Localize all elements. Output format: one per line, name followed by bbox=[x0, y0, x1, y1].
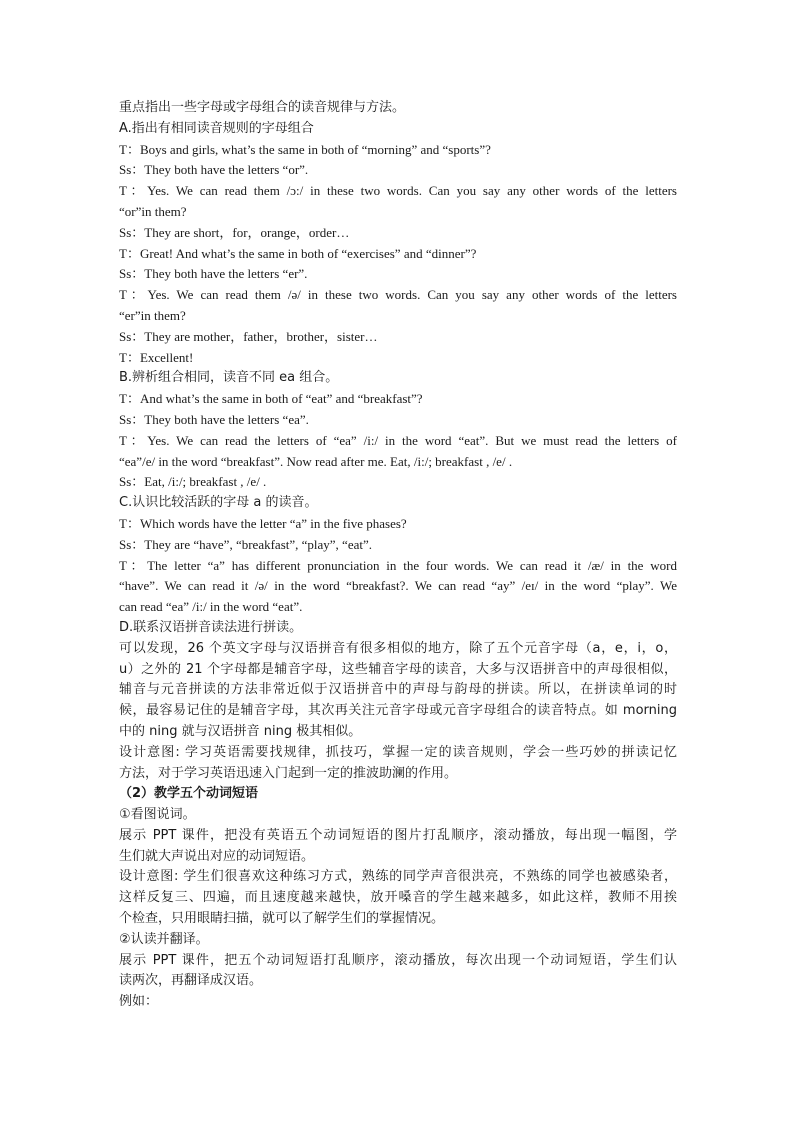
text-line: T：The letter “a” has different pronunciation in the four words. We can read it /æ/ in the word bbox=[119, 557, 677, 573]
text-line: 候，最容易记住的是辅音字母，其次再关注元音字母或元音字母组合的读音特点。如 morning bbox=[119, 703, 677, 719]
text-line: “or”in them? bbox=[119, 203, 187, 219]
text-line: Ss：They are short，for，orange，order… bbox=[119, 224, 350, 240]
text-line: “have”. We can read it /ə/ in the word “breakfast?. We can read “ay” /eɪ/ in the word “play”. We bbox=[119, 578, 677, 594]
text-line: 重点指出一些字母或字母组合的读音规律与方法。 bbox=[119, 100, 406, 115]
text-line: “ea”/e/ in the word “breakfast”. Now read after me. Eat, /i:/; breakfast , /e/ . bbox=[119, 453, 513, 469]
text-line: ②认读并翻译。 bbox=[119, 931, 209, 947]
text-line: 设计意图: 学习英语需要找规律，抓技巧，掌握一定的读音规则，学会一些巧妙的拼读记忆 bbox=[119, 744, 677, 760]
text-line: Ss：Eat, /i:/; breakfast , /e/ . bbox=[119, 474, 267, 490]
text-line: T：Great! And what’s the same in both of “exercises” and “dinner”? bbox=[119, 245, 477, 261]
text-line: 中的 ning 就与汉语拼音 ning 极其相似。 bbox=[119, 723, 362, 739]
text-line: T：Yes. We can read the letters of “ea” /i:/ in the word “eat”. But we must read the letters of bbox=[119, 432, 677, 448]
text-line: 读两次，再翻译成汉语。 bbox=[119, 973, 263, 989]
text-line: u）之外的 21 个字母都是辅音字母，这些辅音字母的读音，大多与汉语拼音中的声母很相似， bbox=[119, 661, 677, 677]
text-line: T：Yes. We can read them /ə/ in these two words. Can you say any other words of the letters bbox=[119, 287, 677, 303]
text-line: 这样反复三、四遍，而且速度越来越快，放开嗓音的学生越来越多，如此这样，教师不用挨 bbox=[119, 890, 677, 906]
text-line: 展示 PPT 课件，把没有英语五个动词短语的图片打乱顺序，滚动播放，每出现一幅图，学 bbox=[119, 827, 677, 843]
text-line: T：And what’s the same in both of “eat” and “breakfast”? bbox=[119, 391, 423, 407]
text-line: ①看图说词。 bbox=[119, 807, 196, 823]
text-line: T：Yes. We can read them /ɔ:/ in these two words. Can you say any other words of the letters bbox=[119, 183, 677, 199]
text-line: B.辨析组合相同，读音不同 ea 组合。 bbox=[119, 370, 339, 386]
text-line: Ss：They are mother，father，brother，sister… bbox=[119, 328, 378, 344]
text-line: 例如： bbox=[119, 994, 159, 1010]
text-line: Ss：They both have the letters “or”. bbox=[119, 162, 309, 178]
text-line: 设计意图: 学生们很喜欢这种练习方式，熟练的同学声音很洪亮，不熟练的同学也被感染者， bbox=[119, 869, 677, 885]
text-line: 个检查，只用眼睛扫描，就可以了解学生们的掌握情况。 bbox=[119, 911, 445, 927]
text-line: A.指出有相同读音规则的字母组合 bbox=[119, 120, 314, 136]
text-line: D.联系汉语拼音读法进行拼读。 bbox=[119, 619, 303, 635]
text-line: T：Boys and girls, what’s the same in both of “morning” and “sports”? bbox=[119, 141, 491, 157]
text-line: can read “ea” /i:/ in the word “eat”. bbox=[119, 599, 303, 615]
text-line: “er”in them? bbox=[119, 307, 186, 323]
document-page bbox=[119, 98, 677, 1013]
text-line: 方法，对于学习英语迅速入门起到一定的推波助澜的作用。 bbox=[119, 765, 458, 781]
text-line: 生们就大声说出对应的动词短语。 bbox=[119, 848, 315, 864]
text-line: Ss：They are “have”, “breakfast”, “play”, “eat”. bbox=[119, 536, 372, 552]
text-line: 可以发现，26 个英文字母与汉语拼音有很多相似的地方，除了五个元音字母（a，e，i，o， bbox=[119, 640, 677, 656]
text-line: Ss：They both have the letters “ea”. bbox=[119, 411, 309, 427]
text-line: Ss：They both have the letters “er”. bbox=[119, 266, 308, 282]
text-line: 辅音与元音拼读的方法非常近似于汉语拼音中的声母与韵母的拼读。所以，在拼读单词的时 bbox=[119, 682, 677, 698]
text-line: （2）教学五个动词短语 bbox=[119, 786, 259, 802]
text-line: T：Which words have the letter “a” in the five phases? bbox=[119, 515, 407, 531]
text-line: C.认识比较活跃的字母 a 的读音。 bbox=[119, 495, 318, 511]
text-line: T：Excellent! bbox=[119, 349, 194, 365]
text-line: 展示 PPT 课件，把五个动词短语打乱顺序，滚动播放，每次出现一个动词短语，学生们认 bbox=[119, 952, 677, 968]
